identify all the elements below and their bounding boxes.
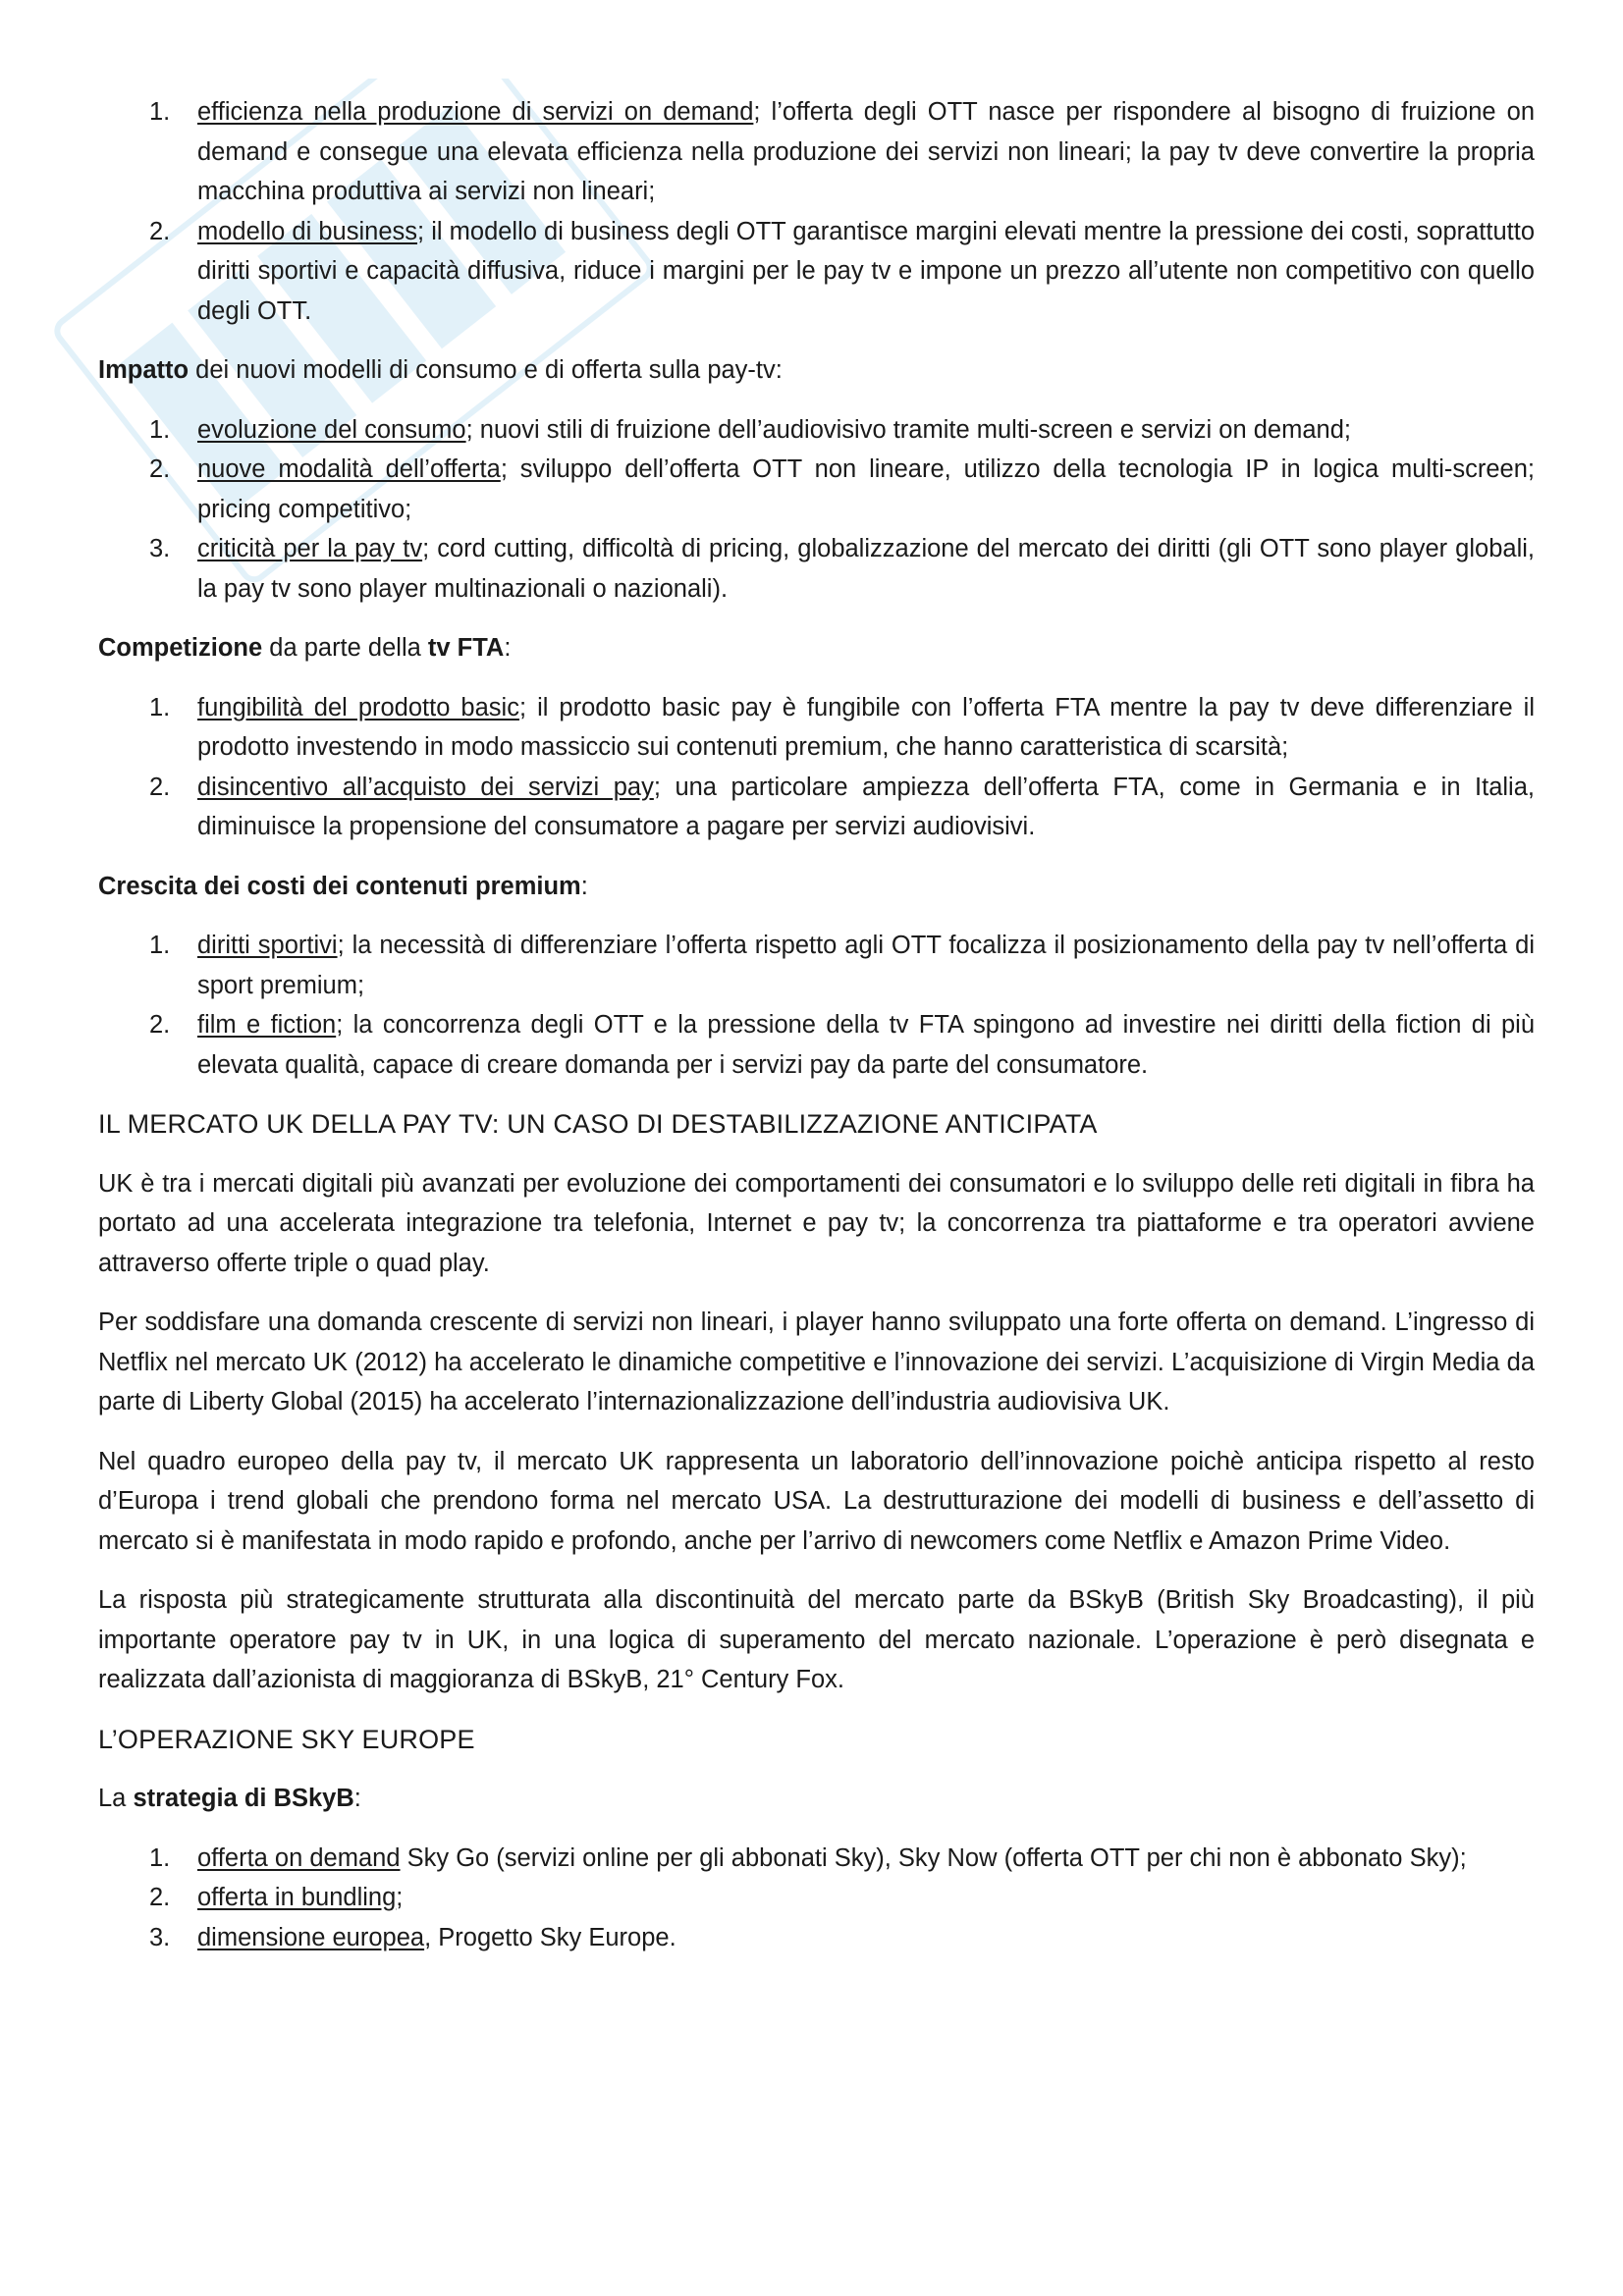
list-item: [98, 1839, 1535, 1879]
list-section1: [98, 92, 1535, 331]
item-number: 2.: [149, 1011, 171, 1039]
section-intro: [98, 1779, 1535, 1819]
item-term: dimensione europea: [197, 1923, 425, 1951]
list-item: [98, 1005, 1535, 1085]
item-text: Sky Go (servizi online per gli abbonati Sky), Sky Now (offerta OTT per chi non è abbonato Sky);: [400, 1843, 1467, 1872]
item-term: offerta in bundling: [197, 1884, 397, 1911]
item-number: 2.: [149, 1884, 171, 1911]
item-number: 3.: [149, 535, 171, 562]
section-intro: [98, 628, 1535, 668]
list-item: [98, 92, 1535, 212]
list-item: [98, 1918, 1535, 1958]
list-item: [98, 212, 1535, 332]
item-number: 2.: [149, 773, 171, 801]
item-number: 3.: [149, 1923, 171, 1951]
intro-text: dei nuovi modelli di consumo e di offerta sulla pay-tv:: [189, 356, 783, 384]
item-number: 2.: [149, 455, 171, 483]
list-item: [98, 450, 1535, 529]
intro-bold: Competizione: [98, 634, 263, 662]
intro-bold: Crescita dei costi dei contenuti premium: [98, 872, 581, 900]
intro-text: :: [353, 1785, 361, 1812]
item-term: fungibilità del prodotto basic: [197, 693, 519, 721]
item-text: ; l’offerta degli OTT nasce per rispondere al bisogno di fruizione on demand e consegue una elevata efficienza nella produzione dei servizi non lineari; la pay tv deve convertire la propria macchina produttiva ai servizi non lineari;: [197, 98, 1535, 205]
list-section4: [98, 926, 1535, 1085]
item-term: film e fiction: [197, 1011, 337, 1039]
section-heading: L’OPERAZIONE SKY EUROPE: [98, 1724, 475, 1754]
intro-text: La: [98, 1785, 134, 1812]
item-term: offerta on demand: [197, 1843, 401, 1872]
item-term: evoluzione del consumo: [197, 415, 466, 444]
item-text: ; la concorrenza degli OTT e la pressione della tv FTA spingono ad investire nei diritti della fiction di più elevata qualità, capace di creare domanda per i servizi pay da parte del consumatore.: [197, 1011, 1535, 1079]
item-text: ; il prodotto basic pay è fungibile con l’offerta FTA mentre la pay tv deve differenziare il prodotto investendo in modo massiccio sui contenuti premium, che hanno caratteristica di scarsità;: [197, 693, 1535, 761]
item-term: disincentivo all’acquisto dei servizi pay: [197, 773, 654, 801]
item-term: nuove modalità dell’offerta: [197, 455, 501, 483]
item-term: diritti sportivi: [197, 932, 338, 959]
item-term: efficienza nella produzione di servizi on demand: [197, 98, 754, 126]
item-text: ; il modello di business degli OTT garantisce margini elevati mentre la pressione dei costi, soprattutto diritti sportivi e capacità diffusiva, riduce i margini per le pay tv e impone un prezzo all’utente non competitivo con quello degli OTT.: [197, 217, 1535, 325]
list-item: [98, 926, 1535, 1005]
list-section5: [98, 1839, 1535, 1958]
list-item: [98, 768, 1535, 847]
section-intro: [98, 350, 1535, 391]
item-text: ; cord cutting, difficoltà di pricing, globalizzazione del mercato dei diritti (gli OTT sono player globali, la pay tv sono player multinazionali o nazionali).: [197, 535, 1535, 603]
paragraph: UK è tra i mercati digitali più avanzati per evoluzione dei comportamenti dei consumatori e lo sviluppo delle reti digitali in fibra ha portato ad una accelerata integrazione tra telefonia, Internet e pay tv; la concorrenza tra piattaforme e tra operatori avviene attraverso offerte triple o quad play.: [98, 1169, 1535, 1277]
section-heading: IL MERCATO UK DELLA PAY TV: UN CASO DI DESTABILIZZAZIONE ANTICIPATA: [98, 1109, 1098, 1139]
item-text: ;: [396, 1884, 404, 1911]
intro-text: :: [504, 634, 512, 662]
paragraph: Per soddisfare una domanda crescente di servizi non lineari, i player hanno sviluppato una forte offerta on demand. L’ingresso di Netflix nel mercato UK (2012) ha accelerato le dinamiche competitive e l’innovazione dei servizi. L’acquisizione di Virgin Media da parte di Liberty Global (2015) ha accelerato l’internazionalizzazione dell’industria audiovisiva UK.: [98, 1308, 1535, 1415]
list-item: [98, 1878, 1535, 1918]
list-item: [98, 410, 1535, 451]
item-number: 2.: [149, 217, 171, 245]
list-section2: [98, 410, 1535, 610]
list-item: [98, 688, 1535, 768]
item-number: 1.: [149, 932, 171, 959]
intro-text: :: [580, 872, 588, 900]
intro-bold: tv FTA: [427, 634, 505, 662]
paragraph: La risposta più strategicamente strutturata alla discontinuità del mercato parte da BSkyB (British Sky Broadcasting), il più importante operatore pay tv in UK, in una logica di superamento del mercato nazionale. L’operazione è però disegnata e realizzata dall’azionista di maggioranza di BSkyB, 21° Century Fox.: [98, 1586, 1535, 1693]
item-term: modello di business: [197, 217, 418, 245]
item-number: 1.: [149, 415, 171, 444]
item-text: ; nuovi stili di fruizione dell’audiovisivo tramite multi-screen e servizi on demand;: [465, 415, 1351, 444]
item-text: ; sviluppo dell’offerta OTT non lineare, utilizzo della tecnologia IP in logica multi-screen; pricing competitivo;: [197, 455, 1535, 523]
list-section3: [98, 688, 1535, 847]
paragraph: Nel quadro europeo della pay tv, il mercato UK rappresenta un laboratorio dell’innovazione poichè anticipa rispetto al resto d’Europa i trend globali che prendono forma nel mercato USA. La destrutturazione dei modelli di business e dell’assetto di mercato si è manifestata in modo rapido e profondo, anche per l’arrivo di newcomers come Netflix e Amazon Prime Video.: [98, 1447, 1535, 1555]
list-item: [98, 529, 1535, 609]
intro-text: da parte della: [262, 634, 428, 662]
item-text: , Progetto Sky Europe.: [424, 1923, 676, 1951]
item-term: criticità per la pay tv: [197, 535, 423, 562]
intro-bold: Impatto: [98, 356, 189, 384]
document-page: [98, 92, 1535, 1957]
item-number: 1.: [149, 1843, 171, 1872]
intro-bold: strategia di BSkyB: [133, 1785, 354, 1812]
item-number: 1.: [149, 98, 171, 126]
section-intro: [98, 867, 1535, 907]
item-number: 1.: [149, 693, 171, 721]
item-text: ; una particolare ampiezza dell’offerta FTA, come in Germania e in Italia, diminuisce la propensione del consumatore a pagare per servizi audiovisivi.: [197, 773, 1535, 840]
item-text: ; la necessità di differenziare l’offerta rispetto agli OTT focalizza il posizionamento della pay tv nell’offerta di sport premium;: [197, 932, 1536, 999]
